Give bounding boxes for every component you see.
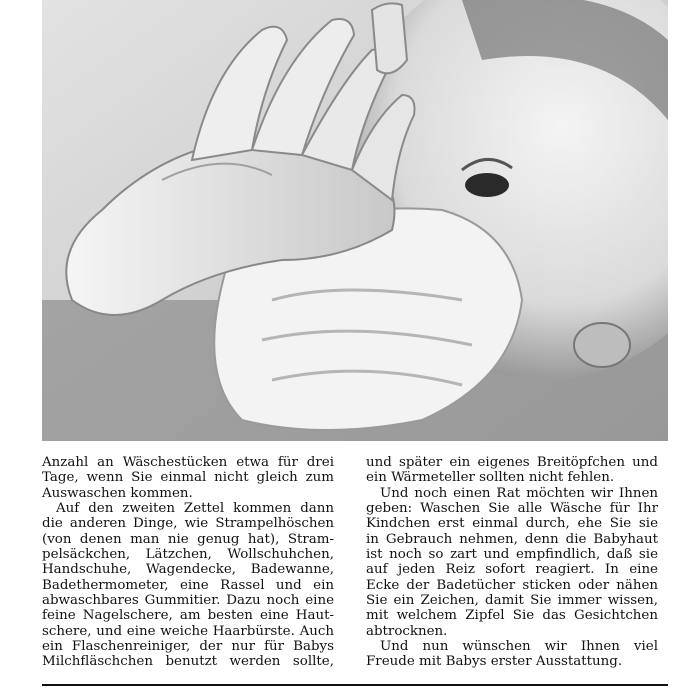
text-line: Auf den zweiten Zettel kommen dann [56,501,334,517]
text-line: Auswaschen kommen. [42,485,193,501]
left-column [42,455,334,670]
text-line: Badethermometer, eine Rassel und ein [42,577,334,593]
text-line: schere, und eine weiche Haarbürste. Auch [42,623,334,639]
right-column [366,455,658,670]
text-line: Anzahl an Wäschestücken etwa für drei [42,455,334,470]
baby-photo-illustration [42,0,668,441]
text-line: abwaschbares Gummitier. Dazu noch eine [42,593,334,609]
text-line: abtrocknen. [366,623,448,639]
text-line: Freude mit Babys erster Ausstattung. [366,654,623,670]
text-line: pelsäckchen, Lätzchen, Wollschuhchen, [42,547,334,563]
text-line: Sie ein Zeichen, damit Sie immer wissen, [366,593,658,609]
text-line: und später ein eigenes Breitöpfchen und [366,455,658,470]
baby-photo [42,0,668,441]
bottom-divider [42,684,668,686]
text-line: geben: Waschen Sie alle Wäsche für Ihr [366,501,658,517]
text-line: mit welchem Zipfel Sie das Gesichtchen [366,608,658,624]
text-line: ein Wärmeteller sollten nicht fehlen. [366,470,615,486]
text-line: in Gebrauch nehmen, denn die Babyhaut [366,531,658,547]
text-line: ist noch so zart und empfindlich, daß sie [366,547,658,563]
text-line: auf jeden Reiz sofort reagiert. In eine [366,562,658,578]
text-line: Tage, wenn Sie einmal nicht gleich zum [42,470,334,486]
text-line: Und noch einen Rat möchten wir Ihnen [380,485,658,501]
text-line: feine Nagelschere, am besten eine Haut- [42,608,334,624]
text-line: die anderen Dinge, wie Strampelhöschen [42,516,334,532]
text-line: Kindchen erst einmal durch, ehe Sie sie [366,516,658,532]
article-text [42,455,668,679]
text-line: (von denen man nie genug hat), Stram- [42,531,334,547]
cut-off-text-fragment [42,688,668,696]
text-line: Handschuhe, Wagendecke, Badewanne, [42,562,334,578]
text-line: Milchfläschchen benutzt werden sollte, [42,654,334,670]
text-line: ein Flaschenreiniger, der nur für Babys [42,639,334,655]
text-line: Ecke der Badetücher sticken oder nähen [366,577,658,593]
text-line: Und nun wünschen wir Ihnen viel [380,639,658,655]
